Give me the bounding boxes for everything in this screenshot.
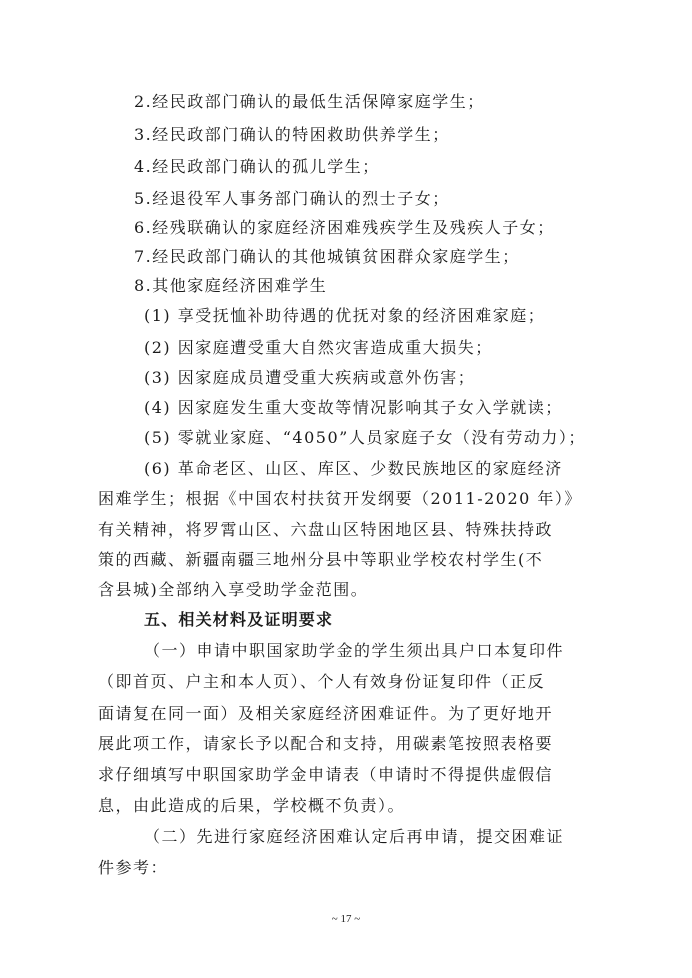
list-item-4: 4.经民政部门确认的孤儿学生；: [134, 157, 380, 176]
sub-item-5: (5) 零就业家庭、“4050”人员家庭子女（没有劳动力）；: [144, 428, 586, 447]
list-item-8: 8.其他家庭经济困难学生: [134, 276, 328, 295]
sub-item-6: (6) 革命老区、山区、库区、少数民族地区的家庭经济: [144, 459, 563, 478]
list-item-6: 6.经残联确认的家庭经济困难残疾学生及残疾人子女；: [134, 218, 555, 237]
list-item-2: 2.经民政部门确认的最低生活保障家庭学生；: [134, 92, 485, 111]
list-item-5: 5.经退役军人事务部门确认的烈士子女；: [134, 189, 450, 208]
list-item-3: 3.经民政部门确认的特困救助供养学生；: [134, 125, 450, 144]
sub-item-3: (3) 因家庭成员遭受重大疾病或意外伤害；: [144, 368, 476, 387]
paragraph-line: 策的西藏、新疆南疆三地州分县中等职业学校农村学生(不: [98, 550, 544, 569]
paragraph-line: 件参考：: [98, 858, 169, 877]
page-number: ~ 17 ~: [331, 913, 361, 925]
sub-item-1: (1) 享受抚恤补助待遇的优抚对象的经济困难家庭；: [144, 306, 546, 325]
paragraph-line: （即首页、户主和本人页）、个人有效身份证复印件（正反: [98, 672, 546, 691]
paragraph-line: 展此项工作，请家长予以配合和支持，用碳素笔按照表格要: [98, 734, 554, 753]
paragraph-line: 有关精神，将罗霄山区、六盘山区特困地区县、特殊扶持政: [98, 520, 554, 539]
paragraph-line: 求仔细填写中职国家助学金申请表（申请时不得提供虚假信: [98, 765, 554, 784]
section-heading: 五、相关材料及证明要求: [144, 610, 334, 629]
paragraph-line: 困难学生；根据《中国农村扶贫开发纲要（2011-2020 年）》: [98, 489, 582, 508]
sub-item-4: (4) 因家庭发生重大变故等情况影响其子女入学就读；: [144, 398, 563, 417]
paragraph-line: （二）先进行家庭经济困难认定后再申请，提交困难证: [144, 827, 565, 846]
list-item-7: 7.经民政部门确认的其他城镇贫困群众家庭学生；: [134, 247, 520, 266]
paragraph-line: 含县城)全部纳入享受助学金范围。: [98, 580, 369, 599]
paragraph-line: 面请复在同一面）及相关家庭经济困难证件。为了更好地开: [98, 704, 554, 723]
sub-item-2: (2) 因家庭遭受重大自然灾害造成重大损失；: [144, 338, 493, 357]
paragraph-line: 息，由此造成的后果，学校概不负责）。: [98, 796, 406, 815]
paragraph-line: （一）申请中职国家助学金的学生须出具户口本复印件: [144, 641, 565, 660]
